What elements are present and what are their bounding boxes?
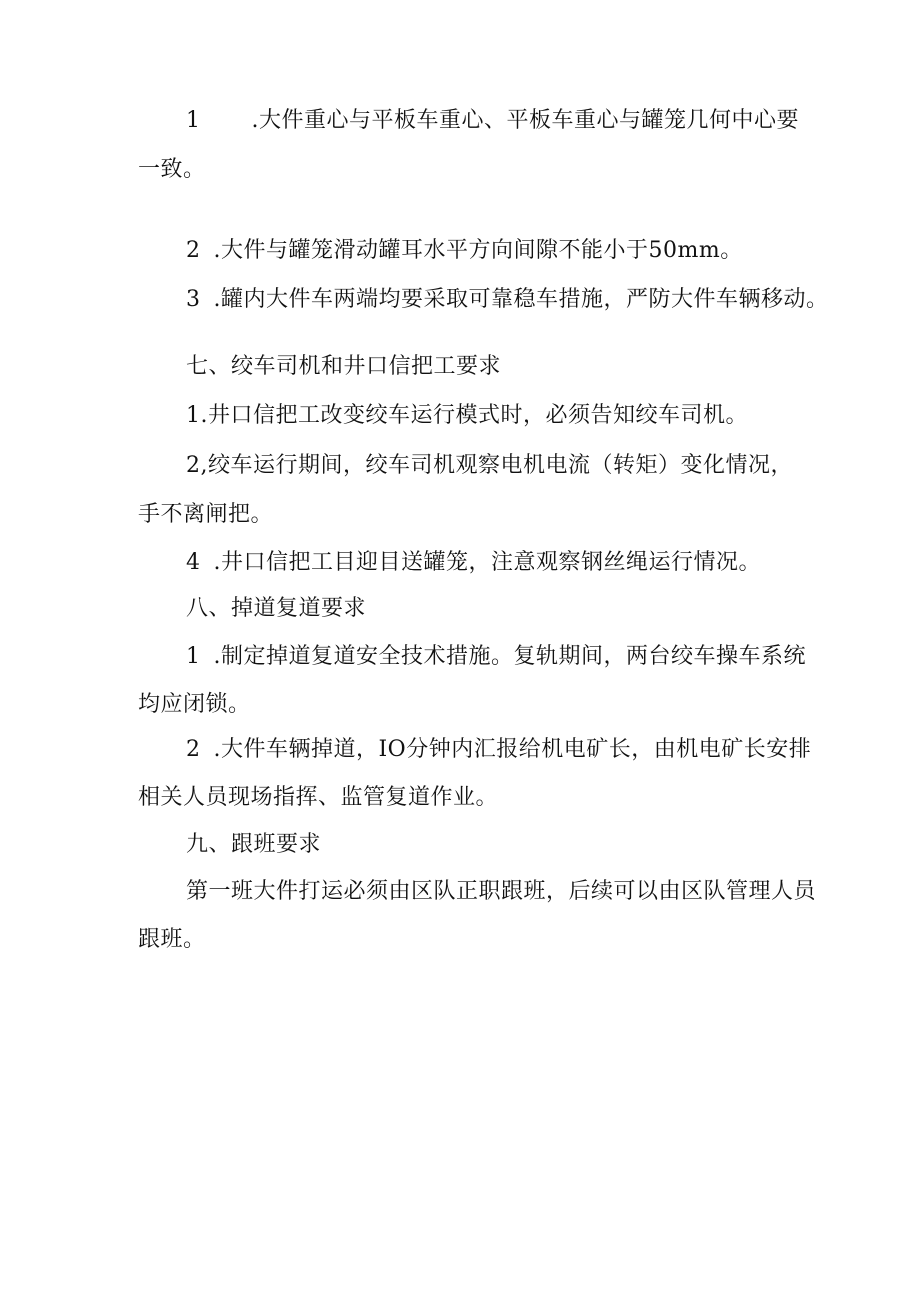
section-heading-7 xyxy=(186,352,501,382)
paragraph-text: 手不离闸把。 xyxy=(138,502,274,527)
item-number: 4 xyxy=(186,550,201,575)
section-heading-9 xyxy=(186,830,321,860)
paragraph-text: 均应闭锁。 xyxy=(138,692,251,717)
paragraph-text: .大件车辆掉道，IO分钟内汇报给机电矿长，由机电矿长安排 xyxy=(206,737,812,762)
paragraph-text: 相关人员现场指挥、监管复道作业。 xyxy=(138,785,499,810)
paragraph-4 xyxy=(186,401,748,431)
paragraph-5-line-1 xyxy=(186,451,793,481)
item-number: 3 xyxy=(186,287,201,312)
paragraph-text: 1.井口信把工改变绞车运行模式时，必须告知绞车司机。 xyxy=(186,403,748,428)
item-number: 1 xyxy=(186,644,201,669)
item-number: 2 xyxy=(186,238,201,263)
paragraph-9-line-1 xyxy=(186,877,816,907)
paragraph-7-line-1 xyxy=(186,642,806,672)
section-heading-8 xyxy=(186,594,366,624)
item-number: 2 xyxy=(186,737,201,762)
paragraph-text: .罐内大件车两端均要采取可靠稳车措施，严防大件车辆移动。 xyxy=(206,287,829,312)
paragraph-text: .井口信把工目迎目送罐笼，注意观察钢丝绳运行情况。 xyxy=(206,550,761,575)
paragraph-text: .大件与罐笼滑动罐耳水平方向间隙不能小于50mm。 xyxy=(206,238,743,263)
paragraph-text: .大件重心与平板车重心、平板车重心与罐笼几何中心要 xyxy=(244,108,799,133)
paragraph-2 xyxy=(186,236,743,266)
paragraph-9-line-2 xyxy=(138,925,206,955)
paragraph-text: 一致。 xyxy=(138,157,206,182)
paragraph-text: 第一班大件打运必须由区队正职跟班，后续可以由区队管理人员 xyxy=(186,879,817,904)
paragraph-3 xyxy=(186,285,829,315)
paragraph-8-line-1 xyxy=(186,735,811,765)
paragraph-1-line-1 xyxy=(186,106,799,136)
paragraph-5-line-2 xyxy=(138,500,273,530)
heading-text: 七、绞车司机和井口信把工要求 xyxy=(186,354,502,379)
item-number: 1 xyxy=(186,108,201,133)
paragraph-text: 2,绞车运行期间，绞车司机观察电机电流（转矩）变化情况， xyxy=(186,453,793,478)
heading-text: 八、掉道复道要求 xyxy=(186,596,367,621)
paragraph-1-line-2 xyxy=(138,155,206,185)
paragraph-text: 跟班。 xyxy=(138,927,206,952)
paragraph-7-line-2 xyxy=(138,690,251,720)
heading-text: 九、跟班要求 xyxy=(186,832,322,857)
paragraph-text: .制定掉道复道安全技术措施。复轨期间，两台绞车操车系统 xyxy=(206,644,806,669)
paragraph-6 xyxy=(186,548,761,578)
paragraph-8-line-2 xyxy=(138,783,498,813)
